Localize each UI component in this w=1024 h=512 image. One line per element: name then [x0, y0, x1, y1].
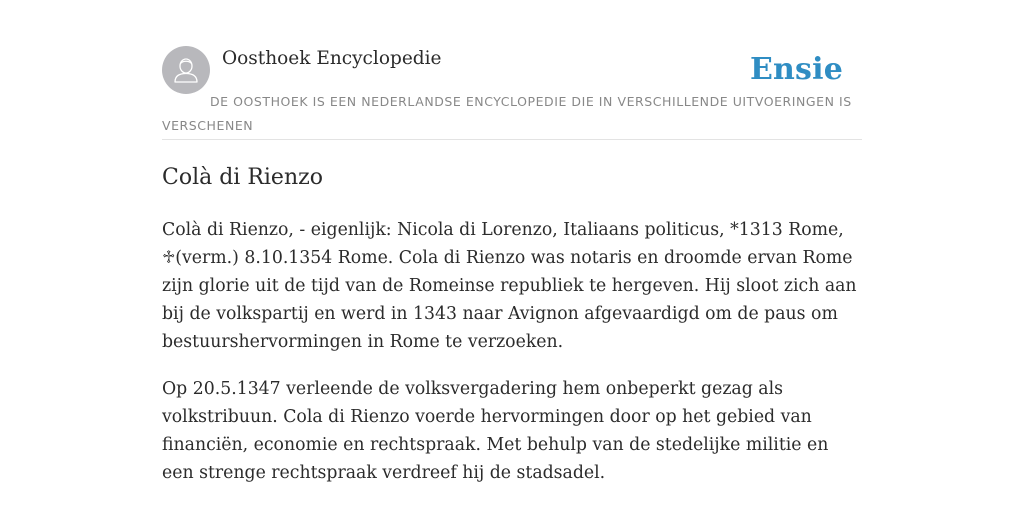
article-paragraph: Colà di Rienzo, - eigenlijk: Nicola di Lorenzo, Italiaans politicus, *1313 Rome, ♱(verm.) 8.10.1354 Rome. Cola di Rienzo was notaris en droomde ervan Rome zijn glorie uit de tijd van de Romeinse republiek te hergeven. Hij sloot zich aan bij de volkspartij en werd in 1343 naar Avignon afgevaardigd om de paus om bestuurshervormingen in Rome te verzoeken.: [162, 220, 857, 352]
site-header: [162, 46, 862, 140]
article-paragraph: Op 20.5.1347 verleende de volksvergadering hem onbeperkt gezag als volkstribuun. Cola di Rienzo voerde hervormingen door op het gebied van financiën, economie en rechtspraak. Met behulp van de stedelijke militie en een strenge rechtspraak verdreef hij de stadsadel.: [162, 379, 829, 483]
avatar[interactable]: [162, 46, 210, 94]
article-title: Colà di Rienzo: [162, 165, 323, 190]
user-icon: [162, 46, 210, 94]
article: [162, 162, 862, 487]
source-name[interactable]: Oosthoek Encyclopedie: [222, 48, 442, 69]
brand-logo[interactable]: Ensie: [749, 52, 843, 87]
source-tagline: DE OOSTHOEK IS EEN NEDERLANDSE ENCYCLOPEDIE DIE IN VERSCHILLENDE UITVOERINGEN IS VERSCHENEN: [162, 94, 852, 133]
